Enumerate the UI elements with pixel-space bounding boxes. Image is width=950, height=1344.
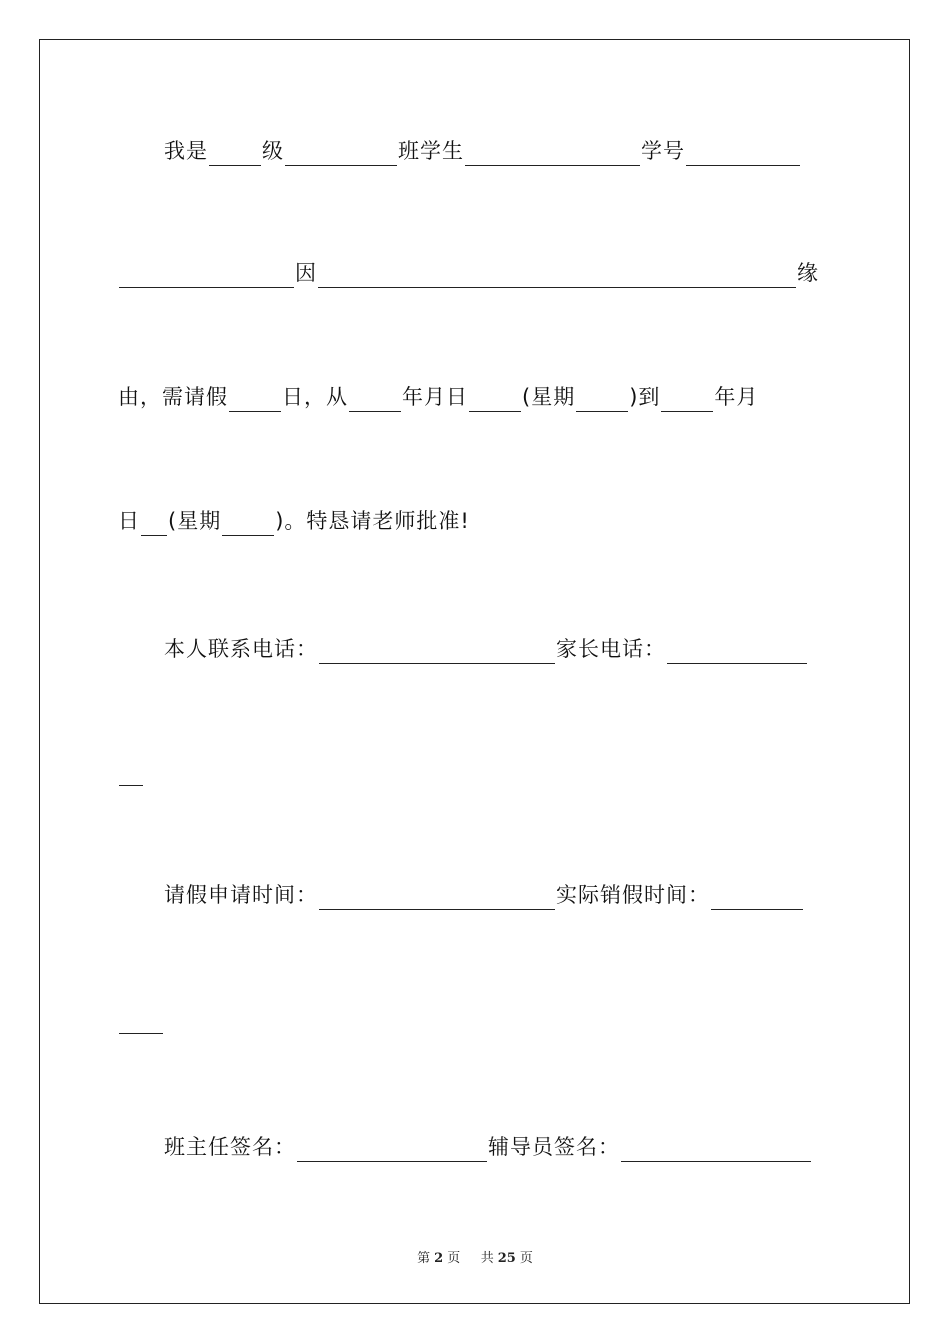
text-request-time: 请假申请时间： <box>164 883 318 907</box>
total-pages: 25 <box>497 1251 516 1266</box>
start-weekday-blank[interactable] <box>576 389 628 412</box>
start-year-blank[interactable] <box>349 389 401 412</box>
parent-phone-blank[interactable] <box>667 641 807 664</box>
total-suffix: 页 <box>519 1251 533 1266</box>
line-student-info <box>164 136 801 166</box>
student-name-blank[interactable] <box>465 143 640 166</box>
text-i-am: 我是 <box>164 139 208 163</box>
parent-phone-blank-continued[interactable] <box>119 763 143 786</box>
text-student-id: 学号 <box>641 139 685 163</box>
end-weekday-blank[interactable] <box>222 513 274 536</box>
page-number: 2 <box>434 1251 444 1266</box>
line-times <box>164 880 804 910</box>
line-time-continued <box>118 1004 164 1034</box>
text-ymd: 年月日 <box>402 385 468 409</box>
request-time-blank[interactable] <box>319 887 555 910</box>
own-phone-blank[interactable] <box>319 641 555 664</box>
start-day-blank[interactable] <box>469 389 521 412</box>
line-reason <box>118 258 819 288</box>
grade-blank[interactable] <box>209 143 261 166</box>
text-grade: 级 <box>262 139 284 163</box>
text-return-time: 实际销假时间： <box>556 883 710 907</box>
text-teacher-signature: 班主任签名： <box>164 1135 296 1159</box>
page-border <box>39 39 910 1304</box>
text-reason-days: 由，需请假 <box>118 385 228 409</box>
student-id-blank[interactable] <box>686 143 800 166</box>
text-weekday-open: (星期 <box>522 385 576 409</box>
text-counselor-signature: 辅导员签名： <box>488 1135 620 1159</box>
page-footer <box>0 1247 950 1266</box>
page-prefix: 第 <box>417 1251 431 1266</box>
page-suffix: 页 <box>447 1251 461 1266</box>
end-year-blank[interactable] <box>661 389 713 412</box>
text-parent-phone: 家长电话： <box>556 637 666 661</box>
reason-blank[interactable] <box>318 265 796 288</box>
line-phones <box>164 634 808 664</box>
counselor-signature-blank[interactable] <box>621 1139 811 1162</box>
line-request <box>118 506 470 536</box>
line-leave-period <box>118 382 758 412</box>
text-day: 日 <box>118 509 140 533</box>
teacher-signature-blank[interactable] <box>297 1139 487 1162</box>
text-approval-request: )。特恳请老师批准! <box>275 509 470 533</box>
text-days-from: 日，从 <box>282 385 348 409</box>
text-to: )到 <box>629 385 661 409</box>
total-prefix: 共 <box>480 1251 494 1266</box>
text-year-month: 年月 <box>714 385 759 409</box>
student-id-blank-continued[interactable] <box>119 265 294 288</box>
return-time-blank-continued[interactable] <box>119 1011 163 1034</box>
days-blank[interactable] <box>229 389 281 412</box>
text-reason-start: 缘 <box>797 261 819 285</box>
text-weekday-open-2: (星期 <box>168 509 222 533</box>
text-class-student: 班学生 <box>398 139 464 163</box>
return-time-blank[interactable] <box>711 887 803 910</box>
line-phone-continued <box>118 756 144 786</box>
end-day-blank[interactable] <box>141 513 167 536</box>
text-own-phone: 本人联系电话： <box>164 637 318 661</box>
line-signatures <box>164 1132 812 1162</box>
text-because: 因 <box>295 261 317 285</box>
class-blank[interactable] <box>285 143 397 166</box>
